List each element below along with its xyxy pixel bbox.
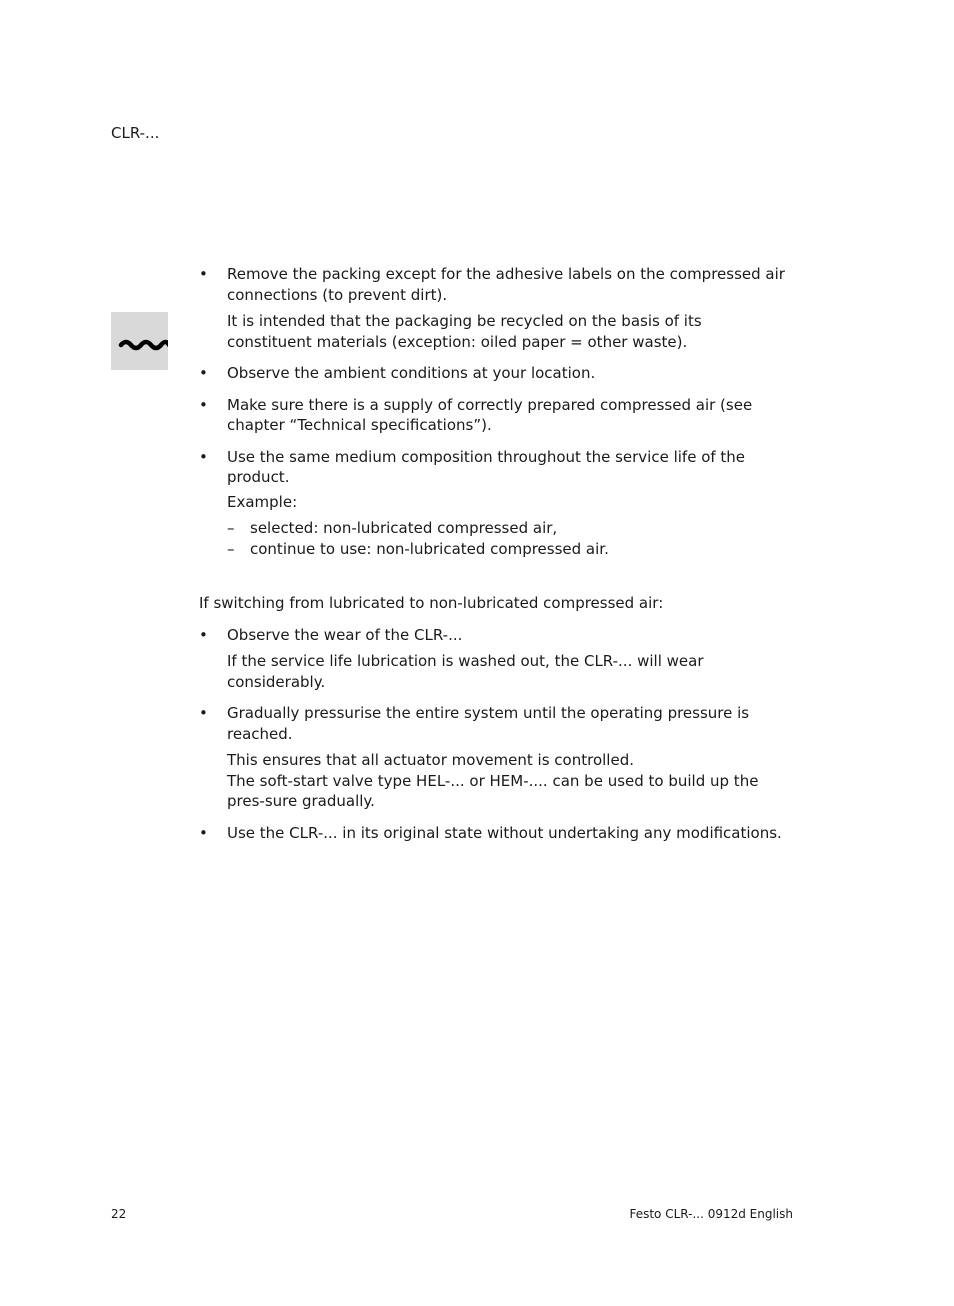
document-reference: Festo CLR-... 0912d English xyxy=(629,1207,793,1221)
bullet: • xyxy=(199,447,208,466)
dash: – xyxy=(227,519,235,537)
instruction-text: Use the same medium composition throughout the service life of the product. xyxy=(227,447,746,486)
example-label: Example: xyxy=(227,492,298,511)
soft-start-note: The soft-start valve type HEL-... or HEM-.... can be used to build up the pres-sure gradually. xyxy=(227,771,759,810)
recycling-note: It is intended that the packaging be recycled on the basis of its constituent materials (exception: oiled paper = other waste). xyxy=(227,312,702,351)
list-item xyxy=(199,703,799,812)
example-item xyxy=(227,518,799,539)
example-text: continue to use: non-lubricated compressed air. xyxy=(250,539,609,558)
example-text: selected: non-lubricated compressed air, xyxy=(250,519,558,537)
instruction-text: Observe the ambient conditions at your location. xyxy=(227,364,596,382)
section-intro: If switching from lubricated to non-lubricated compressed air: xyxy=(199,594,664,612)
bullet: • xyxy=(199,395,208,414)
bullet: • xyxy=(199,265,208,283)
list-item xyxy=(199,395,799,436)
instruction-text: Remove the packing except for the adhesive labels on the compressed air connections (to prevent dirt). xyxy=(227,265,785,304)
bullet: • xyxy=(199,704,208,722)
example-item xyxy=(227,539,799,560)
list-item xyxy=(199,363,799,384)
list-item xyxy=(199,823,799,844)
main-content xyxy=(199,264,799,843)
list-item xyxy=(199,625,799,693)
page-number: 22 xyxy=(111,1207,127,1221)
wear-note: If the service life lubrication is washed out, the CLR-... will wear considerably. xyxy=(227,652,704,691)
bullet: • xyxy=(199,823,208,842)
list-item xyxy=(199,447,799,560)
instruction-text: Observe the wear of the CLR-... xyxy=(227,625,463,644)
instruction-text: Make sure there is a supply of correctly prepared compressed air (see chapter “Technical specifications”). xyxy=(227,395,753,434)
list-item xyxy=(199,264,799,352)
instruction-text: Use the CLR-... in its original state without undertaking any modifications. xyxy=(227,823,782,842)
dash: – xyxy=(227,539,235,558)
instruction-text: Gradually pressurise the entire system until the operating pressure is reached. xyxy=(227,704,750,743)
bullet: • xyxy=(199,364,208,382)
recycling-wave-icon xyxy=(111,312,168,370)
control-note: This ensures that all actuator movement is controlled. xyxy=(227,751,634,769)
running-title: CLR-... xyxy=(111,124,160,142)
bullet: • xyxy=(199,625,208,644)
